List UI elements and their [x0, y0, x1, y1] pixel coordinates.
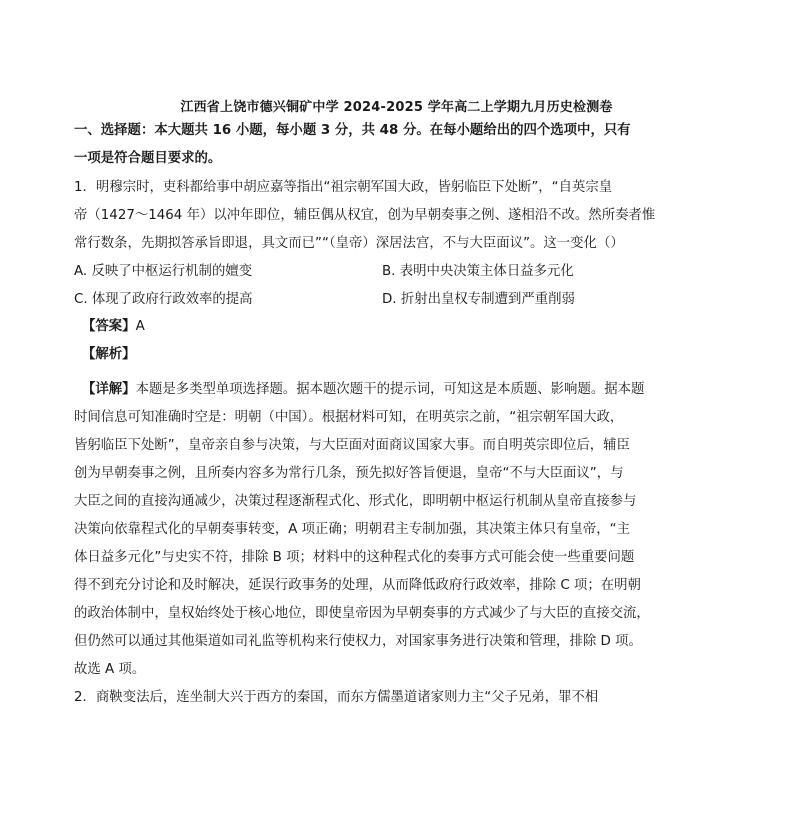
answer-label: 【答案】 [82, 319, 136, 334]
question-2-stem-line-1: 2．商鞅变法后，连坐制大兴于西方的秦国，而东方儒墨道诸家则力主“父子兄弟，罪不相 [74, 690, 599, 705]
detail-text-1: 本题是多类型单项选择题。据本题次题干的提示词，可知这是本质题、影响题。据本题 [135, 382, 645, 397]
detail-line-3: 皆躬临臣下处断”，皇帝亲自参与决策，与大臣面对面商议国家大事。而自明英宗即位后，辅臣 [74, 438, 630, 453]
question-1-option-b: B. 表明中央决策主体日益多元化 [382, 264, 574, 279]
detail-line-6: 决策向依靠程式化的早朝奏事转变，A 项正确；明朝君主专制加强，其决策主体只有皇帝，“主 [74, 522, 630, 537]
detail-line-10: 但仍然可以通过其他渠道如司礼监等机构来行使权力，对国家事务进行决策和管理，排除 D 项。 [74, 634, 642, 649]
detail-line-4: 创为早朝奏事之例，且所奏内容多为常行几条，预先拟好答旨便退，皇帝“不与大臣面议”，与 [74, 466, 624, 481]
question-1-option-d: D. 折射出皇权专制遭到严重削弱 [382, 292, 575, 307]
detail-line-8: 得不到充分讨论和及时解决，延误行政事务的处理，从而降低政府行政效率，排除 C 项；在明朝 [74, 578, 641, 593]
question-1-stem-line-1: 1．明穆宗时，吏科都给事中胡应嘉等指出“祖宗朝军国大政，皆躬临臣下处断”，“自英宗皇 [74, 180, 613, 195]
answer-value: A [135, 319, 145, 334]
detail-line-7: 体日益多元化”与史实不符，排除 B 项；材料中的这种程式化的奏事方式可能会使一些重要问题 [74, 550, 635, 565]
detail-line-1 [82, 381, 644, 399]
page-title: 江西省上饶市德兴铜矿中学 2024-2025 学年高二上学期九月历史检测卷 [180, 100, 613, 115]
detail-line-11: 故选 A 项。 [74, 662, 146, 677]
question-1-stem-line-3: 常行数条，先期拟答承旨即退，具文而已”“（皇帝）深居法宫，不与大臣面议”。这一变化（） [74, 236, 624, 251]
section-heading-line-1: 一、选择题：本大题共 16 小题，每小题 3 分，共 48 分。在每小题给出的四个选项中，只有 [74, 123, 631, 138]
question-1-option-a: A. 反映了中枢运行机制的嬗变 [74, 264, 253, 279]
detail-line-5: 大臣之间的直接沟通减少，决策过程逐渐程式化、形式化，即明朝中枢运行机制从皇帝直接参与 [74, 494, 637, 509]
detail-label: 【详解】 [82, 382, 136, 397]
question-1-stem-line-2: 帝（1427～1464 年）以冲年即位，辅臣偶从权宜，创为早朝奏事之例、遂相沿不改。然所奏者惟 [74, 208, 656, 223]
analysis-label: 【解析】 [82, 347, 136, 362]
detail-line-9: 的政治体制中，皇权始终处于核心地位，即使皇帝因为早朝奏事的方式减少了与大臣的直接交流， [74, 606, 650, 621]
question-1-option-c: C. 体现了政府行政效率的提高 [74, 292, 253, 307]
detail-line-2: 时间信息可知准确时空是：明朝（中国）。根据材料可知，在明英宗之前，“祖宗朝军国大政， [74, 410, 624, 425]
section-heading-line-2: 一项是符合题目要求的。 [74, 151, 222, 166]
answer-line [82, 318, 145, 336]
